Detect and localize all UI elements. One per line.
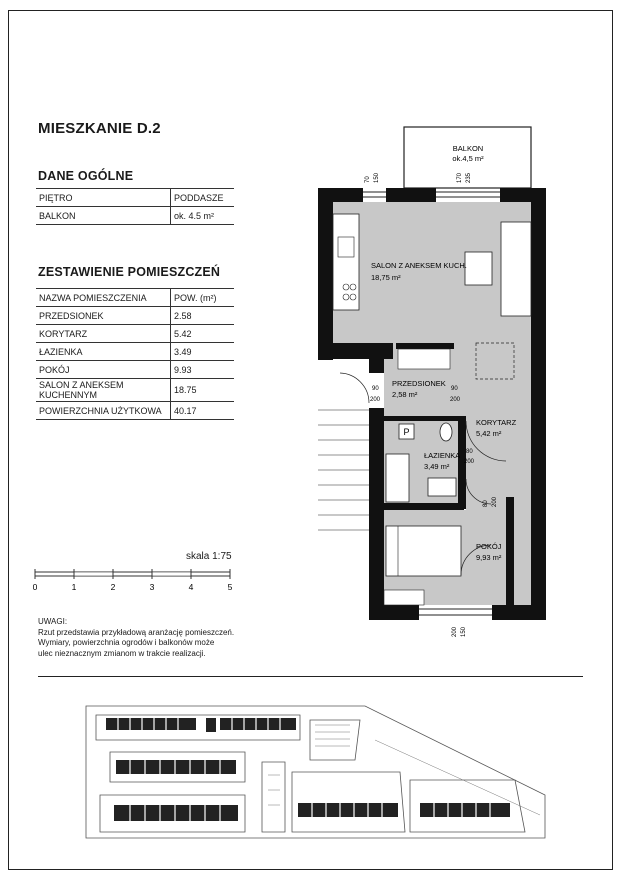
- lazienka-label: ŁAZIENKA: [424, 451, 461, 460]
- dimension-label: 200: [450, 397, 461, 403]
- bed: [386, 526, 461, 576]
- wall: [506, 497, 514, 605]
- kitchen-counter: [333, 214, 359, 310]
- korytarz-fill-right: [514, 343, 531, 605]
- room-area: 5.42: [170, 325, 234, 342]
- room-name: PRZEDSIONEK: [39, 310, 104, 321]
- room-area: 9.93: [170, 361, 234, 378]
- total-area-label: POWIERZCHNIA UŻYTKOWA: [39, 405, 162, 416]
- dimension-label: 200: [452, 626, 458, 637]
- shower: [386, 454, 409, 502]
- room-name: ŁAZIENKA: [39, 346, 83, 357]
- total-area-value: 40.17: [170, 402, 234, 419]
- wall: [318, 188, 333, 360]
- room-name: POKÓJ: [39, 364, 70, 375]
- wall: [384, 503, 464, 510]
- table-row: [36, 207, 234, 225]
- staircase: [318, 410, 369, 530]
- table-row: [36, 307, 234, 325]
- general-data-table: [36, 188, 234, 225]
- table: [465, 252, 492, 285]
- sofa: [501, 222, 531, 316]
- general-row-label: PIĘTRO: [39, 192, 73, 203]
- scale-tick: 3: [149, 582, 155, 592]
- column-header-area: POW. (m²): [170, 289, 234, 306]
- scale-tick: 1: [71, 582, 77, 592]
- notes-heading: UWAGI:: [38, 617, 68, 626]
- apartment-title: MIESZKANIE D.2: [38, 120, 161, 137]
- table-row: [36, 379, 234, 402]
- lazienka-area: 3,49 m²: [424, 462, 450, 471]
- dimension-label: 80: [483, 500, 489, 507]
- room-area: 2.58: [170, 307, 234, 324]
- table-row: [36, 343, 234, 361]
- dimension-label: 200: [370, 397, 381, 403]
- scale-tick: 4: [188, 582, 194, 592]
- wall: [369, 605, 419, 620]
- wall: [386, 188, 436, 202]
- column-header-name: NAZWA POMIESZCZENIA: [39, 292, 147, 303]
- dimension-label: 90: [451, 386, 458, 392]
- pokoj-area: 9,93 m²: [476, 553, 502, 562]
- room-area: 18.75: [170, 379, 234, 401]
- notes-line: Rzut przedstawia przykładową aranżację pomieszczeń.: [38, 627, 235, 637]
- room-area: 3.49: [170, 343, 234, 360]
- dimension-label: 150: [461, 626, 467, 637]
- dimension-label: 70: [365, 176, 371, 183]
- przedsionek-area: 2,58 m²: [392, 390, 418, 399]
- table-row: [36, 325, 234, 343]
- general-row-value: PODDASZE: [170, 189, 234, 206]
- dimension-label: 200: [492, 496, 498, 507]
- scale-tick: 5: [227, 582, 233, 592]
- boiler-symbol: P: [403, 427, 410, 437]
- scale-tick: 0: [32, 582, 38, 592]
- divider: [38, 676, 583, 677]
- general-data-heading: DANE OGÓLNE: [38, 169, 134, 183]
- washbasin: [428, 478, 456, 496]
- balkon-area: ok.4,5 m²: [452, 154, 484, 163]
- dimension-label: 200: [464, 459, 475, 465]
- general-row-value: ok. 4.5 m²: [170, 207, 234, 224]
- notes-line: Wymiary, powierzchnia ogrodów i balkonów może: [38, 638, 215, 647]
- dimension-label: 150: [374, 172, 380, 183]
- general-row-label: BALKON: [39, 210, 76, 221]
- scale-label: skala 1:75: [186, 551, 232, 562]
- wall: [396, 343, 454, 349]
- wall: [369, 408, 384, 620]
- dimension-label: 90: [372, 386, 379, 392]
- salon-label: SALON Z ANEKSEM KUCH.: [371, 261, 467, 270]
- table-header-row: [36, 288, 234, 307]
- wall: [384, 416, 466, 421]
- room-name: KORYTARZ: [39, 328, 88, 339]
- wall: [531, 188, 546, 620]
- floor-plan: [300, 120, 560, 640]
- przedsionek-label: PRZEDSIONEK: [392, 379, 446, 388]
- rooms-table: [36, 288, 234, 420]
- room-name: SALON Z ANEKSEM KUCHENNYM: [39, 380, 124, 400]
- table-row: [36, 402, 234, 420]
- table-row: [36, 361, 234, 379]
- korytarz-area: 5,42 m²: [476, 429, 502, 438]
- table-row: [36, 188, 234, 207]
- wall: [369, 343, 384, 373]
- wall: [318, 188, 363, 202]
- pokoj-label: POKÓJ: [476, 542, 502, 551]
- scale-tick: 2: [110, 582, 116, 592]
- building-blocks: [106, 718, 510, 821]
- scale-bar: [30, 566, 245, 596]
- dimension-label: 170: [457, 172, 463, 183]
- salon-area: 18,75 m²: [371, 273, 401, 282]
- dimension-label: 80: [466, 449, 473, 455]
- notes-line: ulec nieznacznym zmianom w trakcie realizacji.: [38, 648, 206, 658]
- notes: [38, 617, 234, 659]
- toilet: [440, 423, 452, 441]
- site-plan: [80, 690, 560, 840]
- balkon-label: BALKON: [452, 144, 484, 153]
- korytarz-label: KORYTARZ: [476, 418, 517, 427]
- dimension-label: 235: [466, 172, 472, 183]
- wall: [492, 605, 546, 620]
- rooms-heading: ZESTAWIENIE POMIESZCZEŃ: [38, 265, 221, 279]
